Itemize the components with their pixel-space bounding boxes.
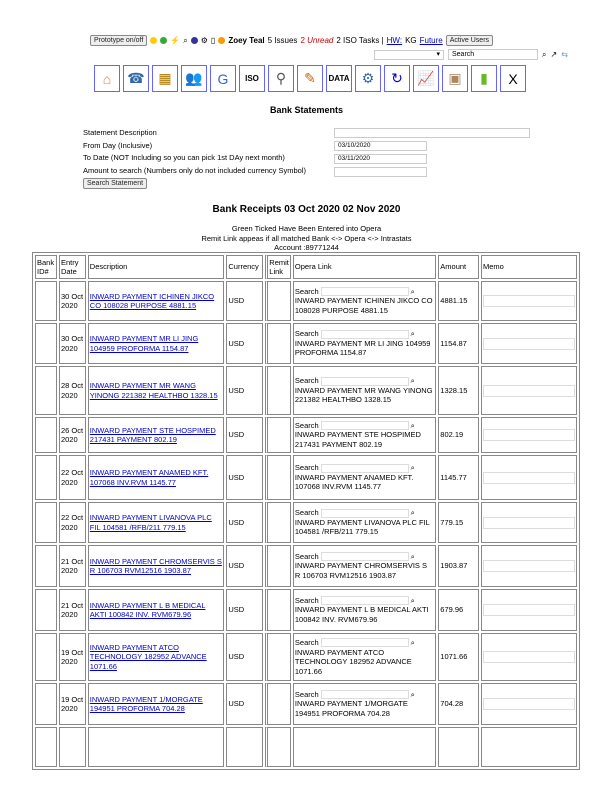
search-label: Search: [294, 595, 319, 605]
opera-link-cell: [293, 633, 436, 681]
description-link[interactable]: INWARD PAYMENT ANAMED KFT. 107068 INV.RVM 1145.77: [89, 468, 209, 487]
bank-id-cell: [35, 323, 57, 364]
currency-cell: USD: [226, 281, 263, 321]
description-cell: [88, 281, 225, 321]
pen-icon[interactable]: ✎: [297, 65, 323, 92]
opera-link-cell: [293, 455, 436, 500]
memo-cell: [481, 545, 577, 587]
opera-search-input[interactable]: [321, 638, 409, 647]
opera-search-input[interactable]: [321, 690, 409, 699]
col-memo: Memo: [481, 255, 577, 279]
unread-number: 2: [300, 36, 305, 45]
empty-cell: [438, 727, 479, 767]
receipts-title: Bank Receipts 03 Oct 2020 02 Nov 2020: [212, 204, 401, 215]
receipts-table: [32, 252, 580, 770]
entry-date-cell: 30 Oct 2020: [59, 281, 86, 321]
memo-cell: [481, 633, 577, 681]
description-link[interactable]: INWARD PAYMENT CHROMSERVIS S R 106703 RVM12516 1903.87: [89, 556, 222, 575]
empty-cell: [88, 727, 225, 767]
from-date-input[interactable]: 03/10/2020: [334, 141, 427, 151]
memo-input[interactable]: [483, 604, 575, 616]
opera-description: INWARD PAYMENT ICHINEN JIKCO CO 108028 PURPOSE 4881.15: [294, 296, 433, 315]
unread-label[interactable]: Unread: [307, 36, 334, 45]
table-row: [35, 323, 577, 364]
book-icon[interactable]: ▮: [471, 65, 497, 92]
description-cell: [88, 683, 225, 725]
currency-cell: USD: [226, 545, 263, 587]
entry-date-cell: 21 Oct 2020: [59, 545, 86, 587]
description-link[interactable]: INWARD PAYMENT 1/MORGATE 194951 PROFORMA 704.28: [89, 694, 203, 713]
kg-label: KG: [405, 36, 417, 45]
description-link[interactable]: INWARD PAYMENT LIVANOVA PLC FIL 104581 /RFB/211 779.15: [89, 513, 212, 532]
description-cell: [88, 633, 225, 681]
memo-input[interactable]: [483, 295, 575, 307]
search-label: Search: [294, 376, 319, 386]
note-account: Account :89771244: [274, 243, 339, 252]
entry-date-cell: 21 Oct 2020: [59, 589, 86, 631]
gears-icon[interactable]: ⚙: [355, 65, 381, 92]
col-amount: Amount: [438, 255, 479, 279]
description-cell: [88, 366, 225, 415]
col-bank-id: Bank ID#: [35, 255, 57, 279]
description-cell: [88, 323, 225, 364]
memo-cell: [481, 281, 577, 321]
search-label: Search: [294, 463, 319, 473]
amount-cell: 1071.66: [438, 633, 479, 681]
description-cell: [88, 502, 225, 543]
search-label: Search: [294, 329, 319, 339]
iso-icon[interactable]: ISO: [239, 65, 265, 92]
bank-id-cell: [35, 502, 57, 543]
description-cell: [88, 455, 225, 500]
memo-input[interactable]: [483, 517, 575, 529]
remit-link-cell: [265, 281, 291, 321]
opera-link-cell: [293, 281, 436, 321]
remit-link-cell: [265, 589, 291, 631]
amount-cell: 1328.15: [438, 366, 479, 415]
bank-id-cell: [35, 366, 57, 415]
remit-link-cell: [265, 455, 291, 500]
iso-tasks[interactable]: 2 ISO Tasks |: [336, 36, 384, 45]
future-link[interactable]: Future: [419, 36, 443, 45]
opera-link-cell: [293, 589, 436, 631]
search-icon[interactable]: ⌕: [410, 595, 415, 605]
search-tool-icon[interactable]: ⌕: [183, 35, 188, 45]
remit-link-cell: [265, 417, 291, 453]
hw-link[interactable]: HW:: [386, 36, 403, 45]
active-users-button[interactable]: Active Users: [446, 35, 493, 46]
treasure-chest-icon[interactable]: ▦: [152, 65, 178, 92]
globe-icon[interactable]: [191, 37, 198, 44]
description-link[interactable]: INWARD PAYMENT ICHINEN JIKCO CO 108028 PURPOSE 4881.15: [89, 291, 215, 310]
opera-description: INWARD PAYMENT CHROMSERVIS S R 106703 RVM12516 1903.87: [294, 561, 427, 580]
amount-cell: 1903.87: [438, 545, 479, 587]
col-opera-link: Opera Link: [293, 255, 436, 279]
memo-input[interactable]: [483, 338, 575, 350]
statement-description-input[interactable]: [334, 128, 530, 138]
opera-link-cell: [293, 417, 436, 453]
to-date-input[interactable]: 03/11/2020: [334, 154, 427, 164]
top-bar: [90, 35, 493, 46]
chart-icon[interactable]: 📈: [413, 65, 439, 92]
description-cell: [88, 545, 225, 587]
toolbar: [94, 65, 526, 92]
opera-description: INWARD PAYMENT STE HOSPIMED 217431 PAYMENT 802.19: [294, 430, 421, 449]
amount-cell: 1154.87: [438, 323, 479, 364]
prototype-toggle-button[interactable]: Prototype on/off: [90, 35, 147, 46]
opera-description: INWARD PAYMENT ATCO TECHNOLOGY 182952 ADVANCE 1071.66: [294, 647, 412, 676]
table-row: [35, 417, 577, 453]
entry-date-cell: 22 Oct 2020: [59, 502, 86, 543]
search-icon[interactable]: ⌕: [410, 463, 415, 473]
search-icon[interactable]: ⌕: [410, 376, 415, 386]
empty-cell: [481, 727, 577, 767]
table-row: [35, 455, 577, 500]
desc-label: Statement Description: [83, 128, 157, 137]
opera-description: INWARD PAYMENT 1/MORGATE 194951 PROFORMA 704.28: [294, 699, 408, 718]
remit-link-cell: [265, 633, 291, 681]
empty-cell: [226, 727, 263, 767]
magnifier-icon[interactable]: ⚲: [268, 65, 294, 92]
opera-data-icon[interactable]: DATA: [326, 65, 352, 92]
memo-cell: [481, 683, 577, 725]
search-label: Search: [294, 286, 319, 296]
col-currency: Currency: [226, 255, 263, 279]
search-label: Search: [294, 551, 319, 561]
users-icon[interactable]: 👥: [181, 65, 207, 92]
page-title: Bank Statements: [269, 105, 344, 115]
description-link[interactable]: INWARD PAYMENT ATCO TECHNOLOGY 182952 ADVANCE 1071.66: [89, 642, 207, 671]
table-row: [35, 727, 577, 767]
currency-cell: USD: [226, 683, 263, 725]
memo-input[interactable]: [483, 429, 575, 441]
opera-link-cell: [293, 683, 436, 725]
book-small-icon[interactable]: ▯: [210, 36, 216, 45]
description-link[interactable]: INWARD PAYMENT MR LI JING 104959 PROFORMA 1154.87: [89, 334, 199, 353]
amount-cell: 4881.15: [438, 281, 479, 321]
search-label: Search: [294, 638, 319, 647]
bank-id-cell: [35, 633, 57, 681]
currency-cell: USD: [226, 417, 263, 453]
amount-cell: 779.15: [438, 502, 479, 543]
search-icon[interactable]: ⌕: [410, 508, 415, 518]
phone-icon[interactable]: ☎: [123, 65, 149, 92]
amount-cell: 704.28: [438, 683, 479, 725]
opera-description: INWARD PAYMENT LIVANOVA PLC FIL 104581 /RFB/211 779.15: [294, 517, 430, 537]
remit-link-cell: [265, 683, 291, 725]
notes: [0, 224, 613, 253]
description-link[interactable]: INWARD PAYMENT MR WANG YINONG 221382 HEALTHBO 1328.15: [89, 381, 218, 400]
table-row: [35, 502, 577, 543]
col-remit-link: Remit Link: [265, 255, 291, 279]
entry-date-cell: 19 Oct 2020: [59, 683, 86, 725]
table-row: [35, 589, 577, 631]
currency-cell: USD: [226, 502, 263, 543]
bank-id-cell: [35, 417, 57, 453]
currency-cell: USD: [226, 455, 263, 500]
search-icon[interactable]: ⌕: [410, 286, 415, 296]
table-header: [35, 255, 577, 279]
memo-input[interactable]: [483, 385, 575, 397]
col-entry-date: Entry Date: [59, 255, 86, 279]
opera-description: INWARD PAYMENT ANAMED KFT. 107068 INV.RVM 1145.77: [294, 472, 414, 492]
amount-cell: 1145.77: [438, 455, 479, 500]
bank-id-cell: [35, 589, 57, 631]
empty-cell: [293, 727, 436, 767]
opera-link-cell: [293, 323, 436, 364]
opera-search-input[interactable]: [321, 377, 409, 386]
table-row: [35, 683, 577, 725]
search-row: [374, 49, 568, 60]
table-row: [35, 633, 577, 681]
search-form: [83, 127, 306, 189]
amount-cell: 679.96: [438, 589, 479, 631]
empty-cell: [35, 727, 57, 767]
search-icon[interactable]: ⌕: [410, 329, 415, 339]
remit-link-cell: [265, 323, 291, 364]
currency-cell: USD: [226, 323, 263, 364]
google-icon[interactable]: G: [210, 65, 236, 92]
refresh-icon[interactable]: ↻: [384, 65, 410, 92]
entry-date-cell: 28 Oct 2020: [59, 366, 86, 415]
description-link[interactable]: INWARD PAYMENT L B MEDICAL AKTI 100842 INV. RVM679.96: [89, 600, 206, 619]
search-select[interactable]: ▾: [374, 50, 444, 60]
bank-id-cell: [35, 545, 57, 587]
memo-cell: [481, 323, 577, 364]
col-description: Description: [88, 255, 225, 279]
bank-id-cell: [35, 683, 57, 725]
amount-input[interactable]: [334, 167, 427, 177]
memo-input[interactable]: [483, 472, 575, 484]
memo-cell: [481, 417, 577, 453]
description-cell: [88, 589, 225, 631]
currency-cell: USD: [226, 366, 263, 415]
opera-description: INWARD PAYMENT MR WANG YINONG 221382 HEALTHBO 1328.15: [294, 385, 433, 405]
amount-cell: 802.19: [438, 417, 479, 453]
search-input[interactable]: Search: [448, 49, 538, 60]
search-icon[interactable]: ⌕: [410, 420, 415, 430]
search-icon[interactable]: ⌕: [410, 638, 415, 647]
note-remit-link: Remit Link appeas if all matched Bank <-> Opera <-> Intrastats: [201, 233, 412, 243]
close-x-icon[interactable]: X: [500, 65, 526, 92]
opera-link-cell: [293, 366, 436, 415]
search-label: Search: [294, 508, 319, 518]
opera-description: INWARD PAYMENT MR LI JING 104959 PROFORMA 1154.87: [294, 338, 431, 358]
settings-icon[interactable]: ⚙: [200, 36, 208, 45]
entry-date-cell: 26 Oct 2020: [59, 417, 86, 453]
recycle-icon[interactable]: [160, 37, 167, 44]
memo-input[interactable]: [483, 651, 575, 663]
currency-cell: USD: [226, 633, 263, 681]
description-link[interactable]: INWARD PAYMENT STE HOSPIMED 217431 PAYMENT 802.19: [89, 425, 216, 444]
memo-cell: [481, 589, 577, 631]
description-cell: [88, 417, 225, 453]
opera-link-cell: [293, 502, 436, 543]
bank-id-cell: [35, 455, 57, 500]
memo-input[interactable]: [483, 560, 575, 572]
note-green-ticked: Green Ticked Have Been Entered into Opera: [231, 224, 382, 233]
opera-search-input[interactable]: [321, 509, 409, 518]
empty-cell: [265, 727, 291, 767]
opera-search-input[interactable]: [321, 330, 409, 339]
help-icon[interactable]: [218, 37, 225, 44]
unread-count: [300, 36, 333, 45]
search-statement-button[interactable]: Search Statement: [83, 178, 147, 189]
remit-link-cell: [265, 545, 291, 587]
opera-search-input[interactable]: [321, 464, 409, 473]
from-label: From Day (Inclusive): [83, 140, 153, 150]
search-label: Search: [294, 420, 319, 430]
memo-input[interactable]: [483, 698, 575, 710]
search-label: Search: [294, 689, 319, 699]
issues-count[interactable]: 5 Issues: [267, 36, 298, 45]
empty-cell: [59, 727, 86, 767]
currency-cell: USD: [226, 589, 263, 631]
table-row: [35, 366, 577, 415]
back-arrows-icon[interactable]: ⇆: [561, 50, 568, 59]
opera-search-input[interactable]: [321, 421, 409, 430]
search-icon[interactable]: ⌕: [410, 689, 415, 699]
entry-date-cell: 19 Oct 2020: [59, 633, 86, 681]
opera-search-input[interactable]: [321, 552, 409, 561]
opera-search-input[interactable]: [321, 287, 409, 296]
opera-search-input[interactable]: [321, 596, 409, 605]
to-label: To Date (NOT Including so you can pick 1st DAy next month): [83, 153, 285, 162]
table-row: [35, 545, 577, 587]
search-icon[interactable]: ⌕: [542, 49, 547, 59]
bank-id-cell: [35, 281, 57, 321]
star-icon[interactable]: [150, 37, 157, 44]
external-link-icon[interactable]: ↗: [550, 50, 558, 59]
opera-link-cell: [293, 545, 436, 587]
memo-cell: [481, 366, 577, 415]
remit-link-cell: [265, 502, 291, 543]
home-icon[interactable]: ⌂: [94, 65, 120, 92]
table-row: [35, 281, 577, 321]
entry-date-cell: 22 Oct 2020: [59, 455, 86, 500]
box-icon[interactable]: ▣: [442, 65, 468, 92]
remit-link-cell: [265, 366, 291, 415]
entry-date-cell: 30 Oct 2020: [59, 323, 86, 364]
opera-description: INWARD PAYMENT L B MEDICAL AKTI 100842 INV. RVM679.96: [294, 605, 429, 624]
search-icon[interactable]: ⌕: [410, 551, 415, 561]
wand-icon[interactable]: ⚡: [170, 36, 181, 45]
memo-cell: [481, 455, 577, 500]
user-name: Zoey Teal: [228, 36, 265, 45]
amount-label: Amount to search (Numbers only do not included currency Symbol): [83, 165, 307, 175]
memo-cell: [481, 502, 577, 543]
